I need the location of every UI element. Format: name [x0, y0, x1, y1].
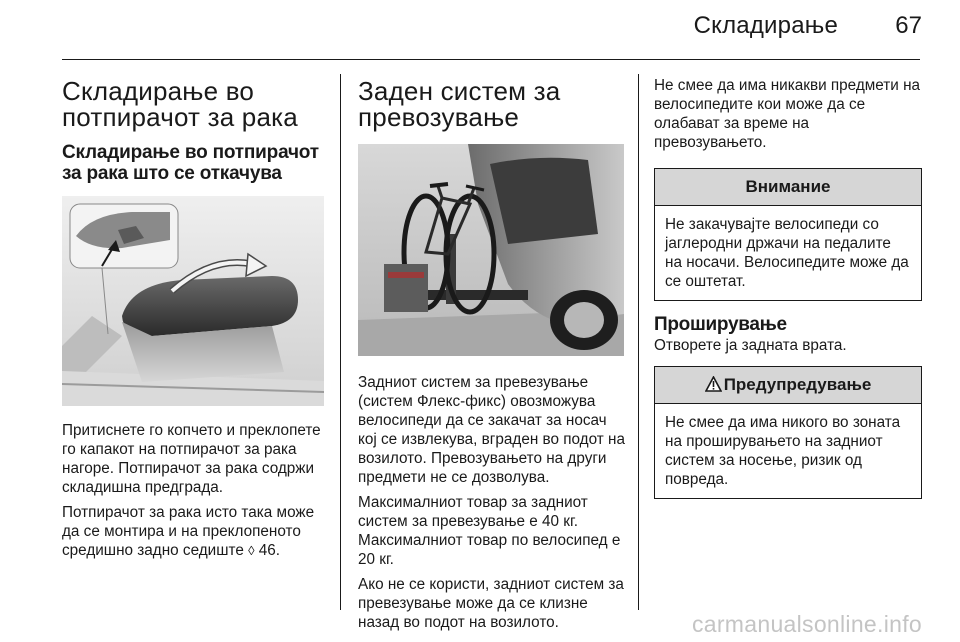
warning-box	[654, 366, 922, 499]
loose-items-note: Не смее да има никакви предмети на велосипедите кои може да се олабават за време на превозувањето.	[654, 77, 921, 151]
column-carrier-notes	[654, 78, 922, 499]
page-number: 67	[895, 12, 922, 39]
running-header-title: Складирање	[693, 12, 838, 39]
armrest-mounting-note	[62, 503, 324, 560]
column-armrest	[62, 78, 324, 566]
warning-triangle-icon	[705, 369, 722, 405]
carrier-stowage-note: Ако не се користи, задниот систем за превезување може да се клизне назад во подот на возилото.	[358, 576, 624, 631]
column-divider-2	[638, 74, 639, 610]
warning-header	[655, 367, 921, 404]
page-reference-arrow-icon: ◊	[248, 543, 255, 558]
armrest-instructions: Притиснете го копчето и преклопете го капакот на потпирачот за рака нагоре. Потпирачот за рака содржи складишна предграда.	[62, 422, 321, 496]
armrest-photo	[62, 196, 324, 406]
notice-box	[654, 168, 922, 301]
carrier-description: Задниот систем за превезување (систем Флекс-фикс) овозможува велосипеди да се закачат за носач кој се извлекува, вграден во подот на возилото. Превозувањето на други предмети не се дозволува.	[358, 374, 625, 486]
notice-title: Внимание	[655, 169, 921, 206]
armrest-illustration	[62, 196, 324, 406]
rear-carrier-heading: Заден систем за превозување	[358, 76, 561, 132]
armrest-mounting-text: Потпирачот за рака исто така може да се монтира и на преклопеното средишно задно седиште	[62, 504, 315, 559]
armrest-storage-heading: Складирање во потпирачот за рака	[62, 76, 298, 132]
warning-title: Предупредување	[723, 375, 872, 394]
warning-text: Не смее да има никого во зоната на проширувањето на задниот систем за носење, ризик од повреда.	[665, 414, 901, 488]
extension-heading: Проширување	[654, 314, 787, 335]
bike-carrier-photo	[358, 144, 624, 356]
column-divider-1	[340, 74, 341, 610]
removable-armrest-subheading: Складирање во потпирачот за рака што се откачува	[62, 142, 319, 184]
column-rear-carrier	[358, 78, 626, 638]
extension-text: Отворете ја задната врата.	[654, 337, 847, 354]
bike-carrier-illustration	[358, 144, 624, 356]
reference-page: 46.	[258, 542, 281, 559]
header-divider	[62, 59, 920, 60]
notice-text: Не закачувајте велосипеди со јаглеродни држачи на педалите на носачи. Велосипедите може да се оштетат.	[665, 216, 909, 290]
carrier-load-limits: Максималниот товар за задниот систем за превезување е 40 кг. Максималниот товар по велосипед е 20 кг.	[358, 494, 621, 568]
watermark: carmanualsonline.info	[691, 611, 922, 637]
